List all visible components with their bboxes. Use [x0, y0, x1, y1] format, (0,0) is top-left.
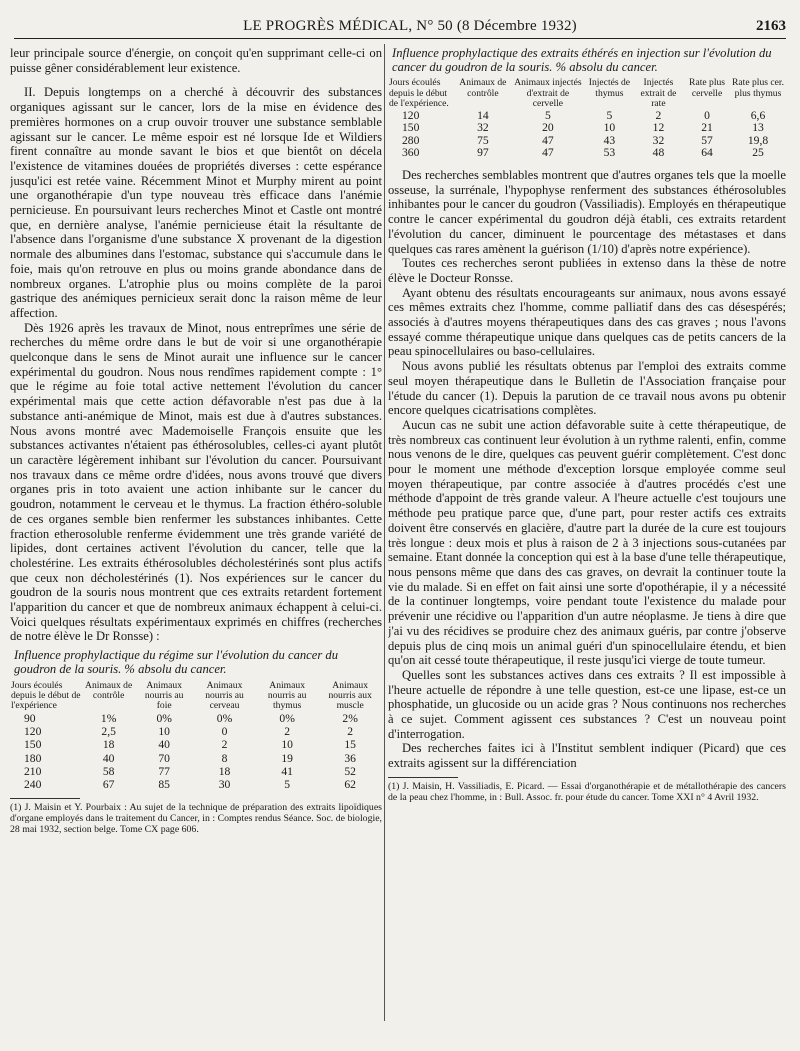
table-cell: 70: [158, 751, 170, 765]
table-cell: 14: [477, 108, 489, 122]
column-header: Injectés de thymus: [588, 77, 631, 99]
table-header-row: [388, 78, 786, 109]
table-cell: 30: [218, 778, 231, 792]
table-cell: 210: [24, 764, 42, 778]
table-cell: 58: [102, 764, 115, 778]
diet-results-table: [10, 681, 382, 792]
table-cell: 240: [24, 778, 42, 792]
column-header: Jours écoulés depuis le début de l'expérience: [11, 679, 81, 712]
table-cell: 0%: [216, 711, 233, 725]
column-divider: [384, 44, 385, 1021]
column-header: Jours écoulés depuis le début de l'expérience.: [389, 77, 449, 110]
table-cell: 41: [281, 764, 293, 778]
table-cell: 62: [344, 778, 356, 792]
table-cell: 5: [284, 778, 291, 792]
table-cell: 0: [704, 108, 710, 122]
paragraph-other-organs: Des recherches semblables montrent que d'autres organes tels que la moelle osseuse, la surrénale, l'hypophyse renferment des substances éthérosolubles inhibantes pour le cancer du goudron (Vassiliadis). Employés en thérapeutique contre le cancer expérimental du goudron déjà établi, ces extraits retardent l'évolution du cancer, diminuent le pourcentage des métastases et dans quelques cas rares amènent la guérison (1/10) d'après notre expérience).: [388, 168, 786, 256]
page-number: 2163: [756, 17, 786, 34]
table-cell: 75: [477, 133, 489, 147]
paragraph-minot-research: Dès 1926 après les travaux de Minot, nous entreprîmes une série de recherches du même ordre dans le but de voir si une organothérapie quelconque dans le sens de Minot aurait une influence sur le cancer expérimental du goudron. Nous nous rendîmes rapidement compte : 1° que le régime au foie total active nettement l'évolution du cancer expérimental mais que cette action défavorable n'est pas due à la substance anti-anémique de Minot, mais est due à d'autres substances. Nous avons montré avec Mademoiselle François ensuite que les substances activantes n'étaient pas éthérosolubles, celles-ci ayant plutôt un caractère légèrement inhibant sur l'évolution du cancer. Poursuivant nos travaux dans ce même ordre d'idées, nous avons trouvé que divers organes pris in toto avaient une action inhibante sur le cancer du goudron, notamment le cerveau et le thymus. La fraction éthéro-soluble de ces organes semble bien renfermer les substances inhibantes. Cette fraction etherosoluble renferme évidemment une très grande variété de lipides, dont certaines activent l'évolution du cancer, telle que la cholestérine. Les extraits éthérosolubles décholestérinés sont plus actifs que ceux non décholestérinés (1). Nos expériences sur le cancer du goudron de la souris nous montrent que ces extraits retardent fortement l'apparition du cancer et que de nombreux animaux échappent à celui-ci. Voici quelques résultats expérimentaux exprimés en chiffres (recherches de notre élève le Dr Ronsse) :: [10, 320, 382, 644]
table-cell: 36: [344, 751, 356, 765]
page-header: [14, 14, 786, 39]
table-cell: 1%: [100, 711, 117, 725]
table-cell: 48: [652, 146, 665, 160]
column-header: Animaux de contrôle: [459, 77, 507, 99]
column-header: Injectés extrait de rate: [640, 77, 677, 110]
table-row: [10, 725, 382, 738]
table-cell: 32: [652, 133, 665, 147]
footnote-right: (1) J. Maisin, H. Vassiliadis, E. Picard. — Essai d'organothérapie et de métallothérapie des cancers de la peau chez l'homme, in : Bull. Assoc. fr. pour étude du cancer. Tome XXI n° 4 Avril 1932.: [388, 780, 786, 804]
table-cell: 2: [347, 725, 354, 739]
table-cell: 180: [24, 751, 42, 765]
column-header: Animaux de contrôle: [85, 679, 133, 701]
table-row: [388, 110, 786, 123]
table-cell: 43: [603, 133, 616, 147]
column-header: Animaux nourris au foie: [144, 679, 184, 712]
paragraph-active-substances: Quelles sont les substances actives dans ces extraits ? Il est impossible à l'heure actuelle de répondre à une telle question, est-ce une lipase, est-ce un phosphatide, un glucoside ou un acide gras ? Nous continuons nos recherches à ce sujet. Comment agissent ces substances ? C'est un nouveau point d'interrogation.: [388, 667, 786, 741]
table-cell: 120: [402, 108, 420, 122]
table-cell: 40: [102, 751, 115, 765]
column-header: Rate plus cervelle: [689, 77, 726, 99]
paragraph-section-ii: II. Depuis longtemps on a cherché à découvrir des substances organiques agissant sur le cancer, lors de la mise en évidence des premières hormones on a crup ouvoir trouver une substance semblable agissant sur le cancer. Le même espoir est né lorsque Ide et Wildiers firent connaître au monde savant le bios et que bientôt on décela l'existence de vitamines douées de propriétés diverses : cette espérance jusqu'ici est retée vaine. Récemment Minot et Murphy mirent au point une organothérapie d'un type nouveau très efficace dans l'anémie pernicieuse. En poursuivant leurs recherches Minot et Castle ont montré que, en dernière analyse, l'anémie pernicieuse était la résultante de l'absence dans l'organisme d'une substance X provenant de la digestion normale des albumines dans l'estomac, substance qui s'accumule dans le foie, mais qu'on retrouve en plus ou moins grande abondance dans de nombreux organes. L'atrophie plus ou moins complète de la paroi gastrique des anémiques pernicieux serait donc la raison même de leur affection.: [10, 85, 382, 320]
table-row: [388, 122, 786, 135]
column-header: Animaux nourris aux muscle: [328, 679, 372, 712]
table-cell: 19: [281, 751, 293, 765]
table-cell: 77: [158, 764, 170, 778]
paragraph-method-value: Aucun cas ne subit une action défavorable suite à cette thérapeutique, de très nombreux cas continuent leur évolution à un rythme ralenti, enfin, comme nous venons de le dire, quelques cas peuvent guérir complètement. C'est donc pour le moment une méthode d'exception lorsque employée comme seul moyen thérapeutique, par contre associée à d'autres procédés c'est une méthode d'appoint de très grande valeur. A l'heure actuelle c'est toujours une méthode peu pratique parce que, d'une part, pour rester actifs ces extraits doivent être conservés en glacière, d'autre part la durée de la cure est toujours très longue : deux mois et plus à raison de 2 à 3 injections sous-cutanées par semaine. Etant donnée la conception qui est à la base d'une telle thérapeutique, nous pensons même que dans des cas graves, on devrait la continuer toute la vie du malade. Si en effet on fait ainsi une sorte d'opothérapie, il y a nécessité de la continuer longtemps, voire pendant toute l'existence du malade pour prévenir une récidive ou l'apparition d'un autre néoplasme. Je tiens à dire que j'ai vu des récidives se produire chez des animaux guéris, par contre j'observe depuis plus de cinq mois un animal guéri d'un spinocellulaire étendu, et bien qu'on ait cessé toute thérapeutique, il reste jusqu'ici vierge de toute tumeur.: [388, 417, 786, 668]
table-caption-diet: Influence prophylactique du régime sur l'évolution du cancer du goudron de la souris. % absolu du cancer.: [14, 648, 338, 677]
table-cell: 25: [752, 146, 764, 160]
paragraph-institute-research: Des recherches faites ici à l'Institut semblent indiquer (Picard) que ces extraits agissent sur la différenciation: [388, 741, 786, 771]
table-cell: 10: [158, 725, 170, 739]
table-cell: 280: [402, 133, 420, 147]
table-cell: 150: [402, 121, 420, 135]
table-row: [10, 712, 382, 725]
table-row: [10, 752, 382, 765]
paragraph-publication: Nous avons publié les résultats obtenus par l'emploi des extraits comme seul moyen thérapeutique dans le Bulletin de l'Association française pour l'étude du cancer (1). Depuis la parution de ce travail nous avons pu obtenir encore quelques cicatrisations complètes.: [388, 359, 786, 418]
journal-title: LE PROGRÈS MÉDICAL, N° 50 (8 Décembre 1932): [243, 17, 577, 34]
table-cell: 85: [158, 778, 170, 792]
table-cell: 0%: [279, 711, 295, 725]
left-column: [10, 46, 382, 1041]
right-column: [388, 46, 786, 1041]
table-cell: 6,6: [750, 108, 766, 122]
footnote-rule: [388, 777, 458, 778]
table-cell: 8: [221, 751, 228, 765]
column-header: Animaux nourris au thymus: [267, 679, 307, 712]
table-cell: 2: [221, 738, 228, 752]
table-cell: 47: [542, 133, 554, 147]
paragraph-continuation: leur principale source d'énergie, on conçoit qu'en supprimant celle-ci on puisse gêner considérablement leur existence.: [10, 46, 382, 75]
injection-results-table: [388, 78, 786, 160]
footnote-rule: [10, 798, 80, 799]
table-row: [388, 147, 786, 160]
table-row: [10, 778, 382, 791]
table-cell: 40: [158, 738, 170, 752]
table-row: [10, 765, 382, 778]
table-cell: 2: [284, 725, 291, 739]
paragraph-human-trials: Ayant obtenu des résultats encourageants sur animaux, nous avons essayé ces mêmes extraits chez l'homme, comme palliatif dans des cas désespérés; associés à d'autres moyens thérapeutiques dans des cas graves ; nous l'avons essayé comme thérapeutique unique dans quelques cas de petits cancers de la peau spinocellulaires ou baso-cellulaires.: [388, 285, 786, 359]
table-cell: 2%: [342, 711, 358, 725]
paragraph-thesis: Toutes ces recherches seront publiées in extenso dans la thèse de notre élève le Docteur Ronsse.: [388, 256, 786, 285]
table-cell: 52: [344, 764, 356, 778]
table-cell: 0%: [156, 711, 172, 725]
table-row: [388, 135, 786, 148]
table-cell: 360: [402, 146, 420, 160]
table-cell: 90: [24, 711, 36, 725]
table-cell: 32: [477, 121, 489, 135]
table-cell: 5: [544, 108, 551, 122]
table-cell: 12: [652, 121, 665, 135]
table-cell: 19,8: [747, 133, 769, 147]
table-cell: 15: [344, 738, 356, 752]
table-cell: 13: [752, 121, 764, 135]
table-cell: 150: [24, 738, 42, 752]
table-cell: 18: [218, 764, 231, 778]
table-cell: 120: [24, 725, 42, 739]
column-header: Animaux nourris au cerveau: [205, 679, 244, 712]
table-cell: 10: [603, 121, 616, 135]
table-cell: 47: [542, 146, 554, 160]
table-cell: 53: [603, 146, 616, 160]
footnote-left: (1) J. Maisin et Y. Pourbaix : Au sujet de la technique de préparation des extraits lipoïdiques d'organe employés dans le traitement du Cancer, in : Comptes rendus Séance. Soc. de biologie, 28 mai 1932, section belge. Tome CX page 606.: [10, 801, 382, 836]
table-cell: 67: [102, 778, 115, 792]
table-cell: 2,5: [101, 725, 116, 739]
table-caption-injection: Influence prophylactique des extraits éthérés en injection sur l'évolution du cancer du goudron de la souris. % absolu du cancer.: [392, 46, 772, 75]
table-cell: 64: [701, 146, 713, 160]
table-cell: 5: [606, 108, 613, 122]
table-cell: 10: [281, 738, 293, 752]
table-cell: 20: [542, 121, 554, 135]
column-header: Rate plus cer. plus thymus: [732, 77, 784, 99]
table-header-row: [10, 681, 382, 712]
column-header: Animaux injectés d'extrait de cervelle: [514, 77, 582, 110]
table-row: [10, 738, 382, 751]
table-cell: 18: [102, 738, 115, 752]
table-cell: 21: [701, 121, 713, 135]
table-cell: 97: [477, 146, 489, 160]
table-cell: 57: [701, 133, 713, 147]
table-cell: 0: [221, 725, 228, 739]
table-cell: 2: [655, 108, 662, 122]
